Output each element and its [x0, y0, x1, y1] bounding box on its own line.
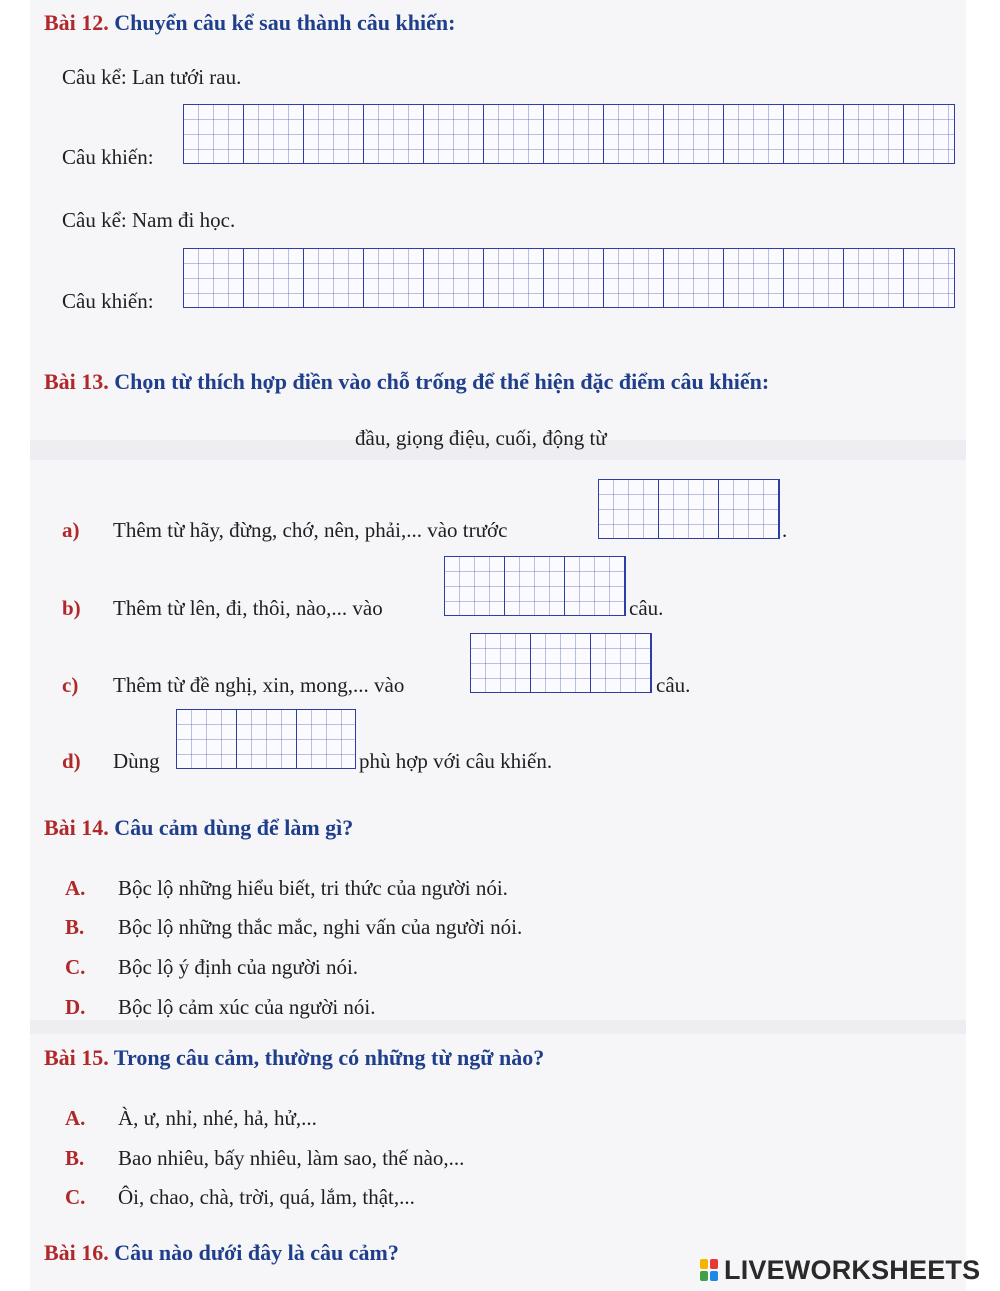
bai13-label: Bài 13.	[44, 369, 109, 394]
bai16-title: Câu nào dưới đây là câu cảm?	[114, 1240, 399, 1265]
bai16-label: Bài 16.	[44, 1240, 109, 1265]
bai12-answer-grid-2[interactable]	[183, 248, 955, 308]
bai13-c-text: Thêm từ đề nghị, xin, mong,... vào	[113, 673, 405, 697]
bai14-title: Câu cảm dùng để làm gì?	[114, 815, 354, 840]
logo-square	[700, 1259, 708, 1269]
bai15-option-text[interactable]: Bao nhiêu, bấy nhiêu, làm sao, thế nào,...	[118, 1146, 465, 1170]
bai13-a-text: Thêm từ hãy, đừng, chớ, nên, phải,... vào trước	[113, 518, 508, 542]
bai13-c-blank[interactable]	[470, 633, 652, 693]
bai13-c-marker: c)	[62, 673, 79, 697]
bai13-a-after: .	[782, 518, 788, 542]
scan-shadow-band	[30, 1020, 966, 1034]
bai15-option-text[interactable]: Ôi, chao, chà, trời, quá, lắm, thật,...	[118, 1185, 415, 1209]
logo-square	[710, 1271, 718, 1281]
bai14-label: Bài 14.	[44, 815, 109, 840]
bai15-label: Bài 15.	[44, 1045, 109, 1070]
bai15-option-letter[interactable]: B.	[65, 1146, 85, 1170]
bai14-option-text[interactable]: Bộc lộ những thắc mắc, nghi vấn của người nói.	[118, 915, 523, 939]
bai16-heading	[44, 1240, 399, 1266]
bai13-d-text: Dùng	[113, 749, 160, 773]
bai13-a-blank[interactable]	[598, 479, 780, 539]
bai13-b-marker: b)	[62, 596, 81, 620]
bai13-heading	[44, 369, 769, 395]
logo-square	[710, 1259, 718, 1269]
bai12-answer-grid-1[interactable]	[183, 104, 955, 164]
bai14-option-letter[interactable]: C.	[65, 955, 86, 979]
bai14-option-letter[interactable]: B.	[65, 915, 85, 939]
bai14-option-letter[interactable]: A.	[65, 876, 86, 900]
bai13-a-marker: a)	[62, 518, 80, 542]
bai13-b-blank[interactable]	[444, 556, 626, 616]
bai12-heading	[44, 10, 455, 36]
bai14-option-letter[interactable]: D.	[65, 995, 86, 1019]
bai13-d-after: phù hợp với câu khiến.	[359, 749, 553, 773]
bai15-option-text[interactable]: À, ư, nhỉ, nhé, hả, hử,...	[118, 1106, 317, 1130]
bai12-label: Bài 12.	[44, 10, 109, 35]
bai14-option-text[interactable]: Bộc lộ những hiểu biết, tri thức của người nói.	[118, 876, 508, 900]
bai13-b-after: câu.	[629, 596, 664, 620]
bai12-answer-label-1: Câu khiến:	[62, 145, 154, 169]
bai12-statement-2: Câu kể: Nam đi học.	[62, 208, 236, 232]
logo-square	[700, 1271, 708, 1281]
bai14-heading	[44, 815, 353, 841]
bai15-title: Trong câu cảm, thường có những từ ngữ nào?	[113, 1045, 545, 1070]
bai13-word-bank: đầu, giọng điệu, cuối, động từ	[355, 426, 607, 450]
bai13-d-blank[interactable]	[176, 709, 356, 769]
bai13-d-marker: d)	[62, 749, 81, 773]
bai13-b-text: Thêm từ lên, đi, thôi, nào,... vào	[113, 596, 383, 620]
bai14-option-text[interactable]: Bộc lộ cảm xúc của người nói.	[118, 995, 376, 1019]
bai13-c-after: câu.	[656, 673, 691, 697]
bai15-option-letter[interactable]: A.	[65, 1106, 86, 1130]
liveworksheets-logo[interactable]	[700, 1255, 980, 1285]
bai15-option-letter[interactable]: C.	[65, 1185, 86, 1209]
bai12-title: Chuyển câu kể sau thành câu khiến:	[114, 10, 456, 35]
bai12-statement-1: Câu kể: Lan tưới rau.	[62, 65, 242, 89]
bai14-option-text[interactable]: Bộc lộ ý định của người nói.	[118, 955, 359, 979]
bai12-answer-label-2: Câu khiến:	[62, 289, 154, 313]
bai15-heading	[44, 1045, 544, 1071]
bai13-title: Chọn từ thích hợp điền vào chỗ trống để thể hiện đặc điểm câu khiến:	[114, 369, 770, 394]
logo-text: LIVEWORKSHEETS	[724, 1254, 981, 1285]
liveworksheets-mark-icon	[700, 1259, 718, 1281]
